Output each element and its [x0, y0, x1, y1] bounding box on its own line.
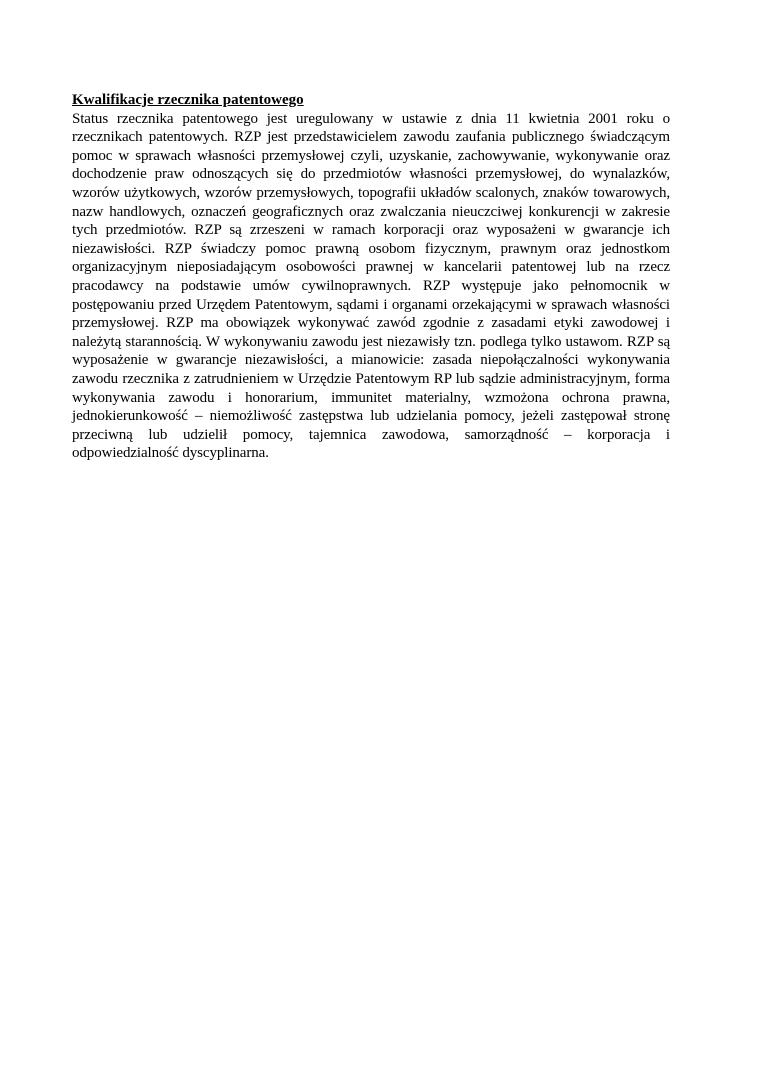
document-content	[72, 91, 670, 463]
document-body-paragraph: Status rzecznika patentowego jest uregulowany w ustawie z dnia 11 kwietnia 2001 roku o rzecznikach patentowych. RZP jest przedstawicielem zawodu zaufania publicznego świadczącym pomoc w sprawach własności przemysłowej czyli, uzyskanie, zachowywanie, wykonywanie oraz dochodzenie praw odnoszących się do przedmiotów własności przemysłowej, do wynalazków, wzorów użytkowych, wzorów przemysłowych, topografii układów scalonych, znaków towarowych, nazw handlowych, oznaczeń geograficznych oraz zwalczania nieuczciwej konkurencji w zakresie tych przedmiotów. RZP są zrzeszeni w ramach korporacji oraz wyposażeni w gwarancje ich niezawisłości. RZP świadczy pomoc prawną osobom fizycznym, prawnym oraz jednostkom organizacyjnym nieposiadającym osobowości prawnej w kancelarii patentowej lub na rzecz pracodawcy na podstawie umów cywilnoprawnych. RZP występuje jako pełnomocnik w postępowaniu przed Urzędem Patentowym, sądami i organami orzekającymi w sprawach własności przemysłowej. RZP ma obowiązek wykonywać zawód zgodnie z zasadami etyki zawodowej i należytą starannością. W wykonywaniu zawodu jest niezawisły tzn. podlega tylko ustawom. RZP są wyposażenie w gwarancje niezawisłości, a mianowicie: zasada niepołączalności wykonywania zawodu rzecznika z zatrudnieniem w Urzędzie Patentowym RP lub sądzie administracyjnym, forma wykonywania zawodu i honorarium, immunitet materialny, wzmożona ochrona prawna, jednokierunkowość – niemożliwość zastępstwa lub udzielania pomocy, jeżeli zastępował stronę przeciwną lub udzielił pomocy, tajemnica zawodowa, samorządność – korporacja i odpowiedzialność dyscyplinarna.	[72, 110, 670, 462]
document-heading: Kwalifikacje rzecznika patentowego	[72, 92, 304, 108]
